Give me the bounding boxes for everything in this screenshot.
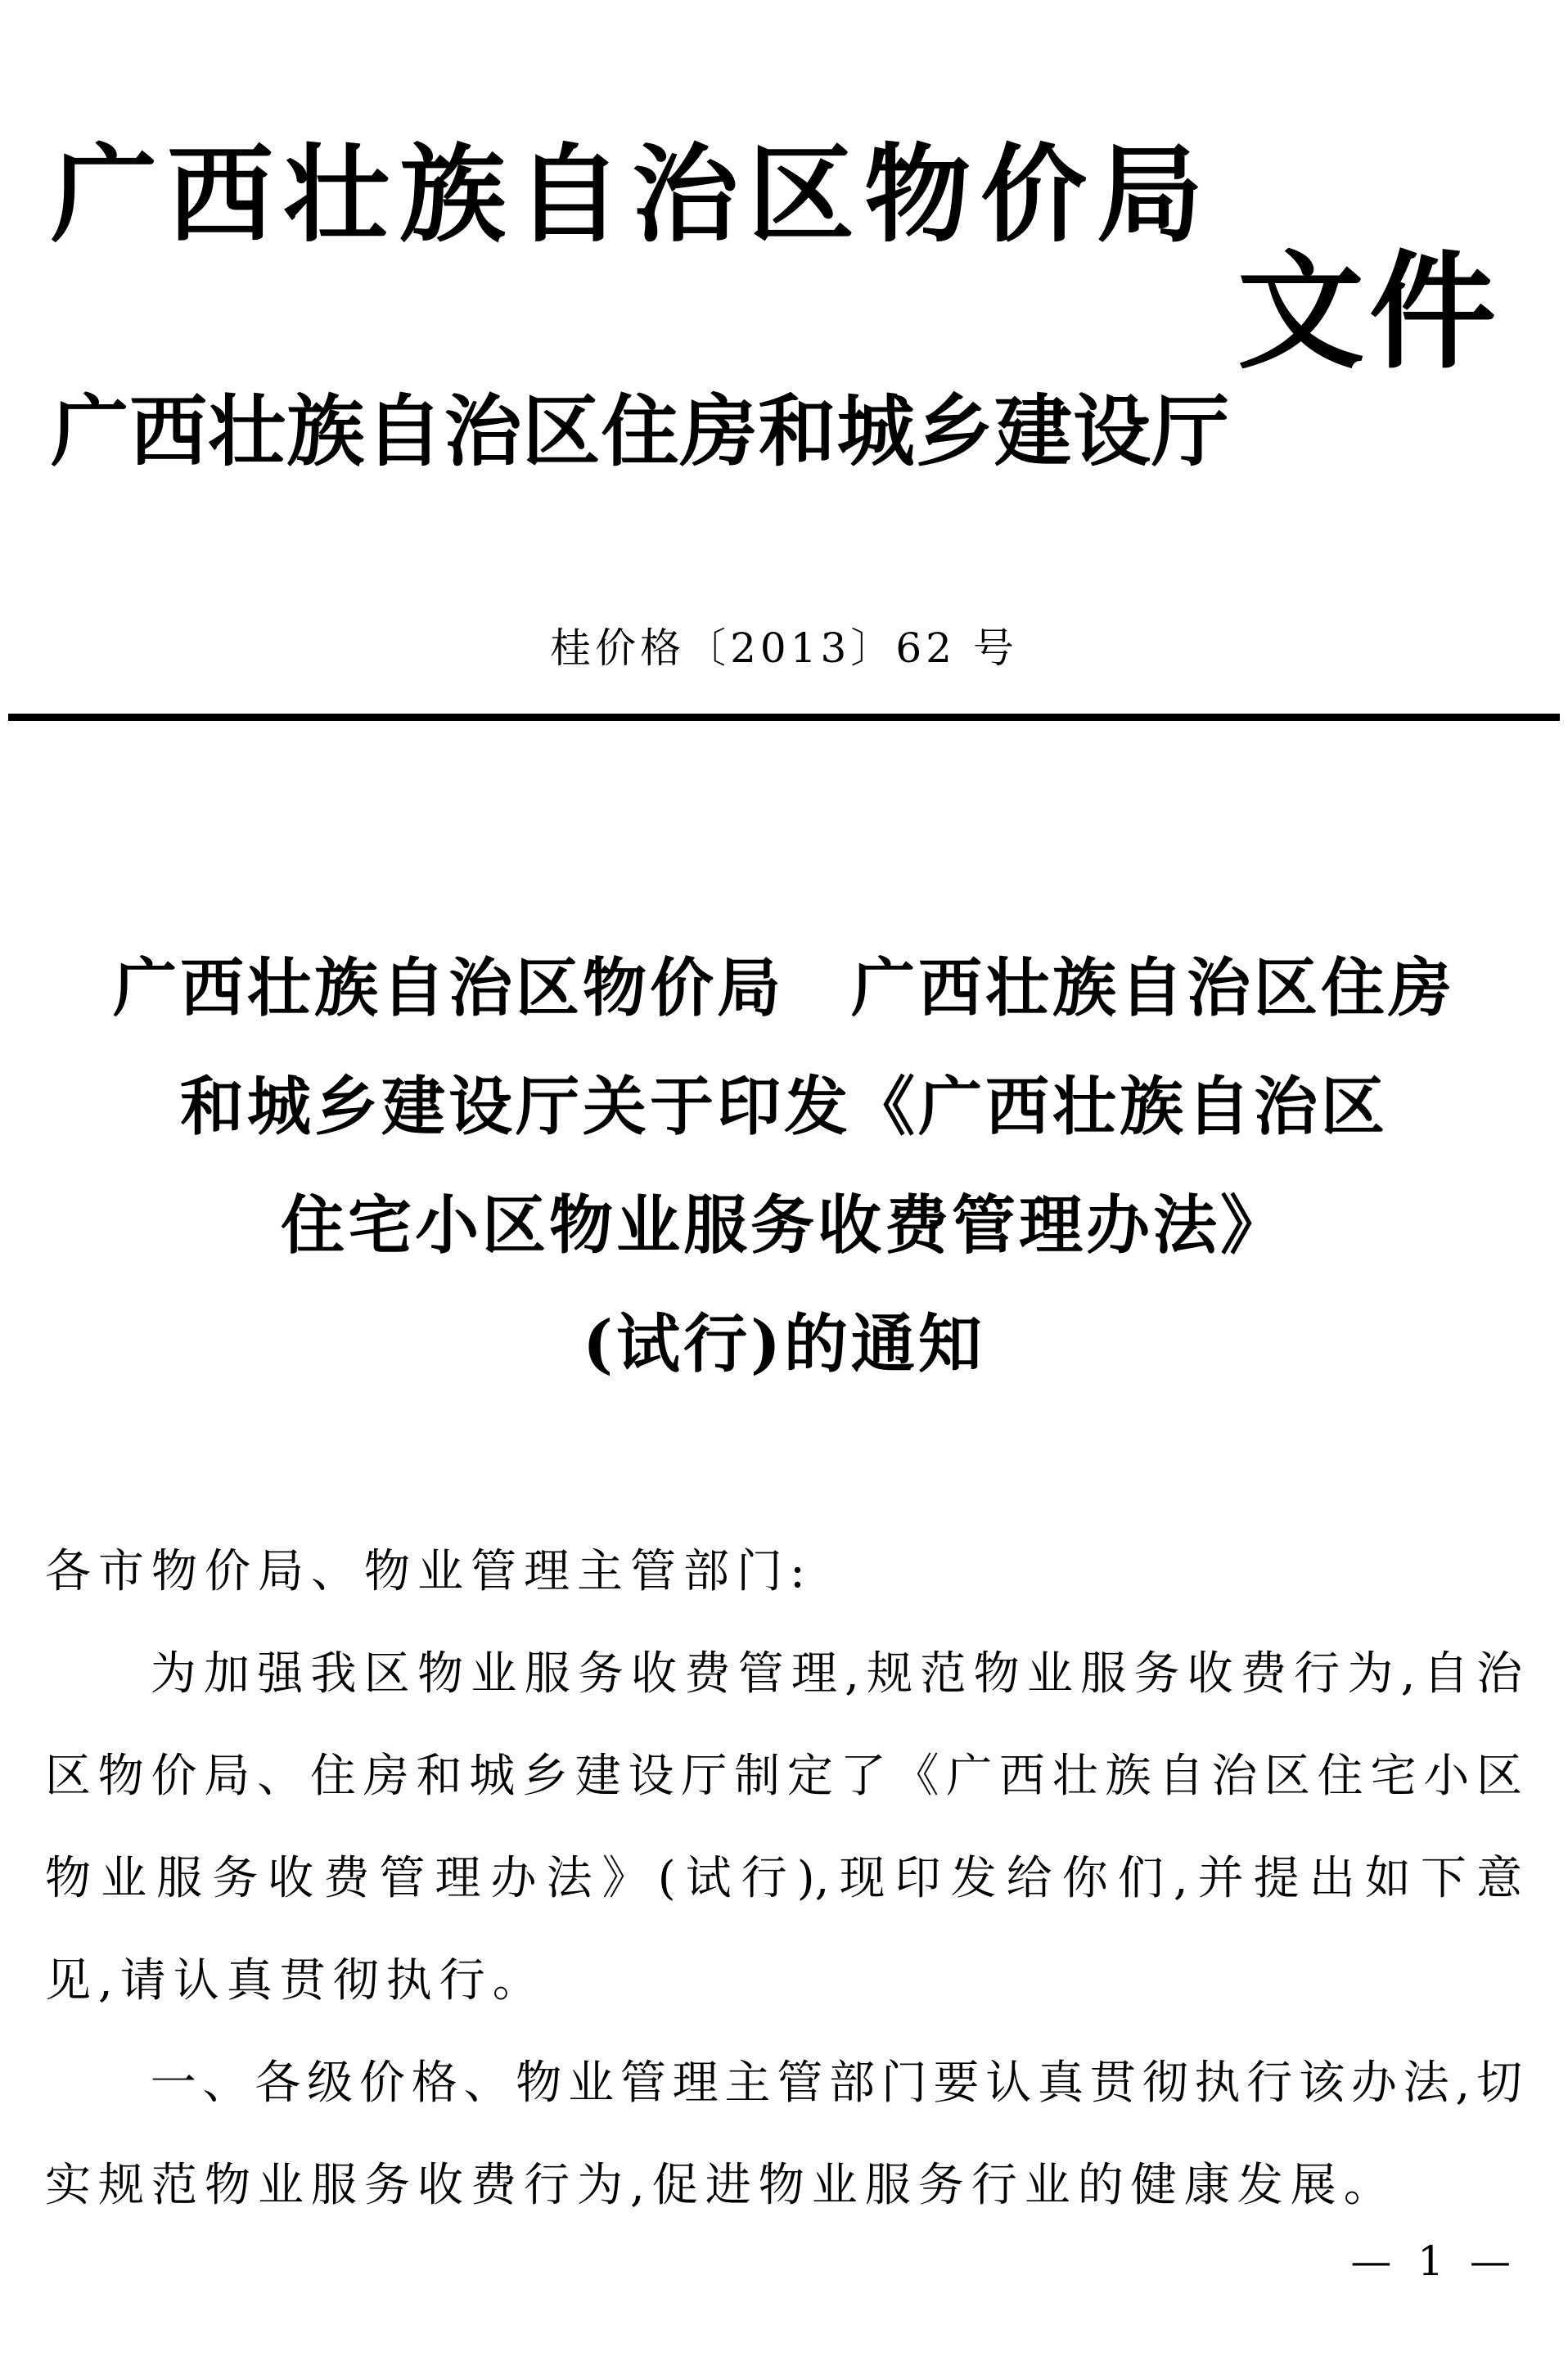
body-line-1: 为加强我区物业服务收费管理,规范物业服务收费行为,自治 bbox=[150, 1647, 1522, 1701]
document-body bbox=[45, 1521, 1522, 2237]
document-title bbox=[0, 929, 1568, 1404]
document-title-line-4: (试行)的通知 bbox=[583, 1307, 985, 1381]
document-title-line-3: 住宅小区物业服务收费管理办法》 bbox=[280, 1188, 1287, 1263]
body-line-6: 实规范物业服务收费行为,促进物业服务行业的健康发展。 bbox=[45, 2159, 1397, 2212]
body-line-2: 区物价局、住房和城乡建设厅制定了《广西壮族自治区住宅小区 bbox=[45, 1750, 1522, 1803]
page-number: — 1 — bbox=[1350, 2237, 1517, 2285]
salutation: 各市物价局、物业管理主管部门: bbox=[45, 1545, 813, 1598]
letterhead-org-line-2: 广西壮族自治区住房和城乡建设厅 bbox=[51, 386, 1229, 477]
letterhead-wenjian-label: 文件 bbox=[1237, 237, 1501, 386]
document-title-line-1: 广西壮族自治区物价局 广西壮族自治区住房 bbox=[112, 951, 1455, 1025]
body-line-3: 物业服务收费管理办法》(试行),现印发给你们,并提出如下意 bbox=[45, 1852, 1523, 1905]
divider-rule bbox=[8, 714, 1560, 721]
letterhead-org-line-1: 广西壮族自治区物价局 bbox=[51, 132, 1203, 257]
document-title-line-2: 和城乡建设厅关于印发《广西壮族自治区 bbox=[179, 1070, 1388, 1144]
body-line-5: 一、各级价格、物业管理主管部门要认真贯彻执行该办法,切 bbox=[150, 2057, 1522, 2110]
document-number: 桂价格〔2013〕62 号 bbox=[550, 624, 1018, 672]
body-line-4: 见,请认真贯彻执行。 bbox=[45, 1954, 546, 2007]
